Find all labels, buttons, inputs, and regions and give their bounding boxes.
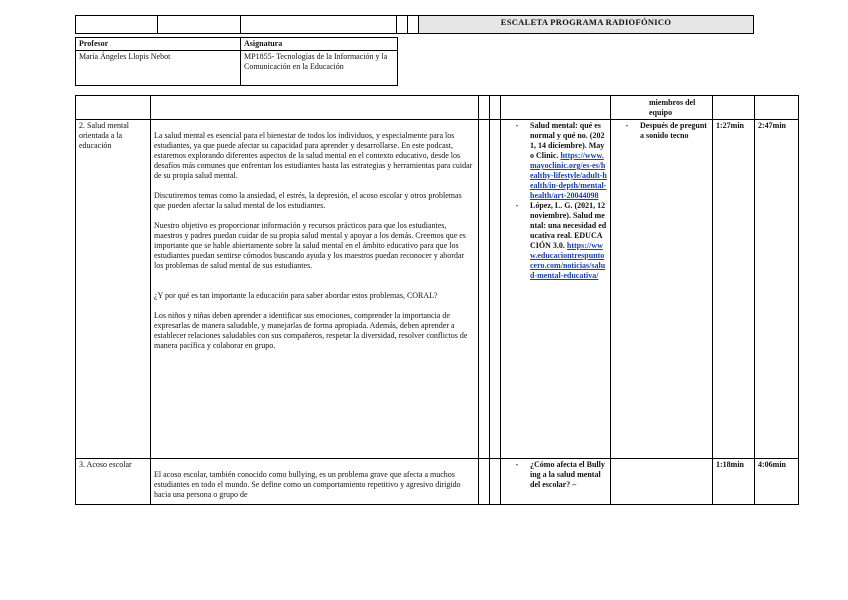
- dash-bullet: -: [625, 121, 629, 130]
- reference-item: [504, 460, 607, 490]
- reference-text: ¿Cómo afecta el Bullying a la salud mental del escolar? –: [530, 460, 605, 489]
- section-title: 3. Acoso escolar: [76, 459, 151, 505]
- paragraph: La salud mental es esencial para el bienestar de todos los individuos, y especialmente para los estudiantes, ya que puede afectar su capacidad para aprender y desarrollarse. En este podcast, estaremos explorando diferentes aspectos de la salud mental en el contexto educativo, desde los desafíos más comunes que enfrentan los estudiantes hasta las estrategias y herramientas para cuidar de su propia salud mental.: [154, 131, 473, 180]
- duration: 1:27min: [713, 120, 755, 459]
- music-text: Después de pregunta sonido tecno: [640, 121, 707, 140]
- script-content: [151, 459, 479, 505]
- asignatura-label: Asignatura: [241, 38, 398, 51]
- references-cell: [501, 459, 611, 505]
- empty-cell: [501, 96, 611, 120]
- paragraph: ¿Y por qué es tan importante la educación para saber abordar estos problemas, CORAL?: [154, 291, 438, 300]
- reference-link[interactable]: https://www.educaciontrespuntocero.com/noticias/salud-mental-educativa/: [530, 241, 606, 280]
- references-cell: [501, 120, 611, 459]
- table-row: [76, 96, 799, 120]
- reference-text: Salud mental: qué es normal y qué no. (2021, 14 diciembre). Mayo Clinic.: [530, 121, 605, 160]
- empty-cell: [158, 16, 241, 34]
- table-row: [76, 459, 799, 505]
- paragraph: Nuestro objetivo es proporcionar información y recursos prácticos para que los estudiantes, maestros y padres puedan cuidar de su propia salud mental y apoyar a los demás. Creemos que es importante que se hable abiertamente sobre la salud mental en el ámbito educativo para que los estudiantes puedan sentirse cómodos buscando ayuda y los maestros puedan reconocer y abordar los problemas de salud mental de sus estudiantes.: [154, 221, 466, 270]
- cumulative-time: 2:47min: [755, 120, 799, 459]
- empty-cell: [755, 96, 799, 120]
- empty-cell: [151, 96, 479, 120]
- paragraph: Los niños y niñas deben aprender a identificar sus emociones, comprender la importancia de expresarlas de manera saludable, y manejarlas de forma apropiada. Además, deben aprender a establecer relaciones saludables con sus compañeros, respetar la diversidad, resolver conflictos de manera pacífica y colaborar en grupo.: [154, 311, 468, 350]
- empty-cell: [713, 96, 755, 120]
- empty-cell: [76, 96, 151, 120]
- empty-cell: [408, 16, 419, 34]
- dash-bullet: -: [515, 121, 519, 130]
- team-members-label: miembros del equipo: [611, 96, 713, 120]
- empty-cell: [76, 16, 158, 34]
- empty-cell: [479, 120, 490, 459]
- duration: 1:18min: [713, 459, 755, 505]
- empty-cell: [490, 459, 501, 505]
- empty-cell: [479, 96, 490, 120]
- paragraph: El acoso escolar, también conocido como bullying, es un problema grave que afecta a muchos estudiantes en todo el mundo. Se define como un comportamiento repetitivo y agresivo dirigido hacia una persona o grupo de: [154, 470, 461, 499]
- empty-cell: [479, 459, 490, 505]
- reference-item: [504, 121, 607, 201]
- reference-text: López, L. G. (2021, 12 noviembre). Salud mental: una necesidad educativa real. EDUCACIÓN 3.0.: [530, 201, 607, 250]
- document-title: ESCALETA PROGRAMA RADIOFÓNICO: [419, 16, 754, 34]
- header-title-table: [75, 15, 754, 34]
- empty-cell: [611, 459, 713, 505]
- dash-bullet: -: [515, 460, 519, 469]
- reference-link[interactable]: https://www.mayoclinic.org/es-es/healthy-lifestyle/adult-health/in-depth/mental-health/art-20044098: [530, 151, 607, 200]
- music-item: [614, 121, 709, 141]
- script-table: [75, 95, 799, 505]
- paragraph: Discutiremos temas como la ansiedad, el estrés, la depresión, el acoso escolar y otros problemas que pueden afectar la salud mental de los estudiantes.: [154, 191, 462, 210]
- music-cell: [611, 120, 713, 459]
- reference-item: [504, 201, 607, 281]
- header-info-table: [75, 37, 398, 86]
- empty-cell: [241, 16, 397, 34]
- dash-bullet: -: [515, 201, 519, 210]
- empty-cell: [490, 96, 501, 120]
- cumulative-time: 4:06min: [755, 459, 799, 505]
- profesor-label: Profesor: [76, 38, 241, 51]
- script-content: [151, 120, 479, 459]
- profesor-value: María Ángeles Llopis Nebot: [76, 51, 241, 86]
- empty-cell: [490, 120, 501, 459]
- empty-cell: [397, 16, 408, 34]
- table-row: [76, 120, 799, 459]
- asignatura-value: MP1855- Tecnologías de la Información y la Comunicación en la Educación: [241, 51, 398, 86]
- section-title: 2. Salud mental orientada a la educación: [76, 120, 151, 459]
